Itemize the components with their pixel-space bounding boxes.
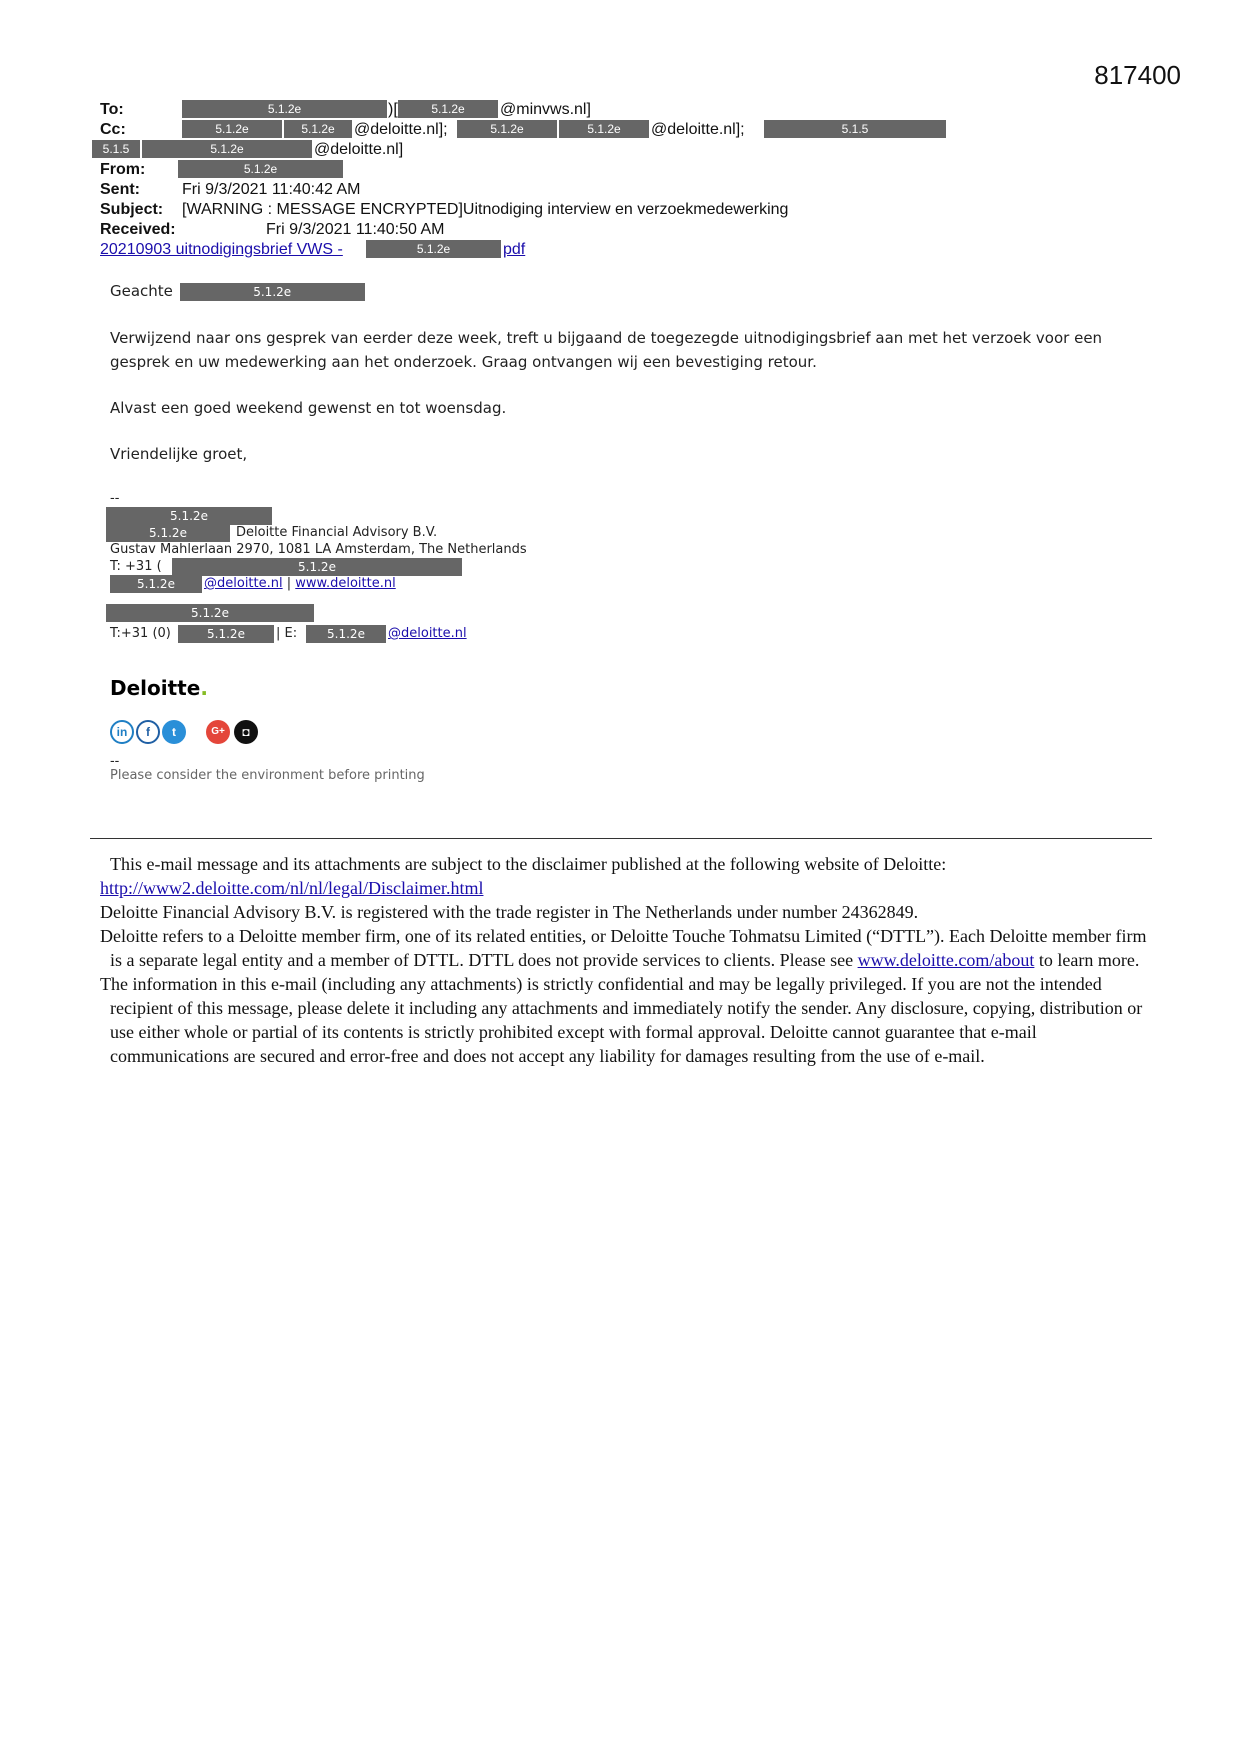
greeting: Geachte [110,282,173,300]
redaction: 5.1.2e [182,120,282,138]
sig-website-link[interactable]: www.deloitte.nl [295,576,396,591]
redaction: 5.1.2e [172,558,462,576]
received-value: Fri 9/3/2021 11:40:50 AM [266,221,445,238]
redaction: 5.1.2e [106,604,314,622]
redaction: 5.1.2e [457,120,557,138]
sig-dash: -- [110,491,120,506]
disclaimer-link[interactable]: http://www2.deloitte.com/nl/nl/legal/Disclaimer.html [100,878,484,898]
disclaimer-line-3b: to learn more. [1038,950,1140,970]
env-dash: -- [110,752,120,768]
sig-address: Gustav Mahlerlaan 2970, 1081 LA Amsterdam, The Netherlands [110,542,527,557]
subject-label: Subject: [100,201,164,218]
cc-domain-2: @deloitte.nl]; [651,121,745,138]
redaction: 5.1.2e [142,140,312,158]
sig-company-line [110,524,527,541]
greeting-line [110,282,365,301]
deloitte-about-link[interactable]: www.deloitte.com/about [857,950,1035,970]
redaction: 5.1.2e [398,100,498,118]
cc-row [100,120,869,140]
to-domain: @minvws.nl] [500,101,591,118]
disclaimer-line-1: This e-mail message and its attachments are subject to the disclaimer published at the following website of Deloitte: [110,854,947,874]
email-body [110,326,1150,488]
environment-note: Please consider the environment before printing [110,768,425,783]
redaction: 5.1.2e [182,100,387,118]
sig-email-link[interactable]: @deloitte.nl [204,576,283,591]
divider [90,838,1152,839]
disclaimer [100,852,1150,1068]
subject-row [100,200,789,220]
attachment-link-suffix[interactable]: pdf [503,241,526,258]
sig-name-line [110,507,527,524]
to-row [100,100,591,120]
to-separator: )[ [388,101,398,118]
cc-label: Cc: [100,121,126,138]
sent-row [100,180,361,200]
facebook-icon[interactable]: f [136,720,160,744]
to-label: To: [100,101,124,118]
twitter-icon[interactable]: t [162,720,186,744]
sig-separator: | [282,576,296,591]
body-paragraph-2: Alvast een goed weekend gewenst en tot woensdag. [110,399,507,417]
disclaimer-paragraph-3 [100,924,1150,972]
received-label: Received: [100,221,176,238]
disclaimer-line-3a: Deloitte refers to a Deloitte member firm, one of its related entities, or Deloitte Touche Tohmatsu Limited (“DTTL”). Each Deloitte member firm is a separate legal entity and a member of DTTL. DTTL does not provide services to clients. Please see [100,926,1147,970]
sig-email-line [110,575,527,592]
redaction: 5.1.2e [106,524,230,542]
redaction: 5.1.2e [178,625,274,643]
body-paragraph-1: Verwijzend naar ons gesprek van eerder deze week, treft u bijgaand de toegezegde uitnodigingsbrief aan met het verzoek voor een gesprek en uw medewerking aan het onderzoek. Graag ontvangen wij een bevestiging retour. [110,329,1103,371]
received-row [100,220,445,240]
sig-company: Deloitte Financial Advisory B.V. [236,525,438,540]
google-plus-icon[interactable]: G+ [206,720,230,744]
disclaimer-paragraph-4: The information in this e-mail (including any attachments) is strictly confidential and may be legally privileged. If you are not the intended recipient of this message, please delete it including any attachments and immediately notify the sender. Any disclosure, copying, distribution or use either whole or partial of its contents is strictly prohibited except with formal approval. Deloitte cannot guarantee that e-mail communications are secured and error-free and does not accept any liability for damages resulting from the use of e-mail. [100,974,1143,1066]
from-row [100,160,343,180]
linkedin-icon[interactable]: in [110,720,134,744]
from-label: From: [100,161,146,178]
redaction: 5.1.2e [559,120,649,138]
sig-email-label: | E: [276,626,298,641]
signature-block [110,490,527,642]
redaction: 5.1.5 [92,140,140,158]
sent-value: Fri 9/3/2021 11:40:42 AM [182,181,361,198]
redaction: 5.1.5 [764,120,946,138]
sig-email2-link[interactable]: @deloitte.nl [388,626,467,641]
cc-domain-1: @deloitte.nl]; [354,121,448,138]
logo-text: Deloitte [110,676,201,700]
sig-phone-prefix: T: +31 ( [110,559,162,574]
redaction: 5.1.2e [366,240,501,258]
redaction: 5.1.2e [306,625,386,643]
instagram-icon[interactable]: ◘ [234,720,258,744]
subject-value: [WARNING : MESSAGE ENCRYPTED]Uitnodiging interview en verzoekmedewerking [182,201,789,218]
redaction: 5.1.2e [180,283,365,301]
document-number: 817400 [1094,60,1181,90]
body-paragraph-3: Vriendelijke groet, [110,445,248,463]
redaction: 5.1.2e [284,120,352,138]
redaction: 5.1.2e [106,507,272,525]
sig-phone2-line [110,625,527,642]
redaction: 5.1.2e [110,575,202,593]
redaction: 5.1.2e [178,160,343,178]
cc-domain-3: @deloitte.nl] [314,141,404,158]
deloitte-logo [110,676,208,700]
sig-phone2-prefix: T:+31 (0) [110,626,171,641]
disclaimer-line-2: Deloitte Financial Advisory B.V. is registered with the trade register in The Netherlands under number 24362849. [100,902,919,922]
logo-dot: . [200,676,208,700]
sent-label: Sent: [100,181,140,198]
sig-second-name-line [110,604,527,621]
attachment-row[interactable] [100,240,526,260]
email-header [100,100,869,260]
cc-row-continued [100,140,404,160]
sig-phone-line [110,558,527,575]
attachment-link[interactable]: 20210903 uitnodigingsbrief VWS - [100,241,343,258]
